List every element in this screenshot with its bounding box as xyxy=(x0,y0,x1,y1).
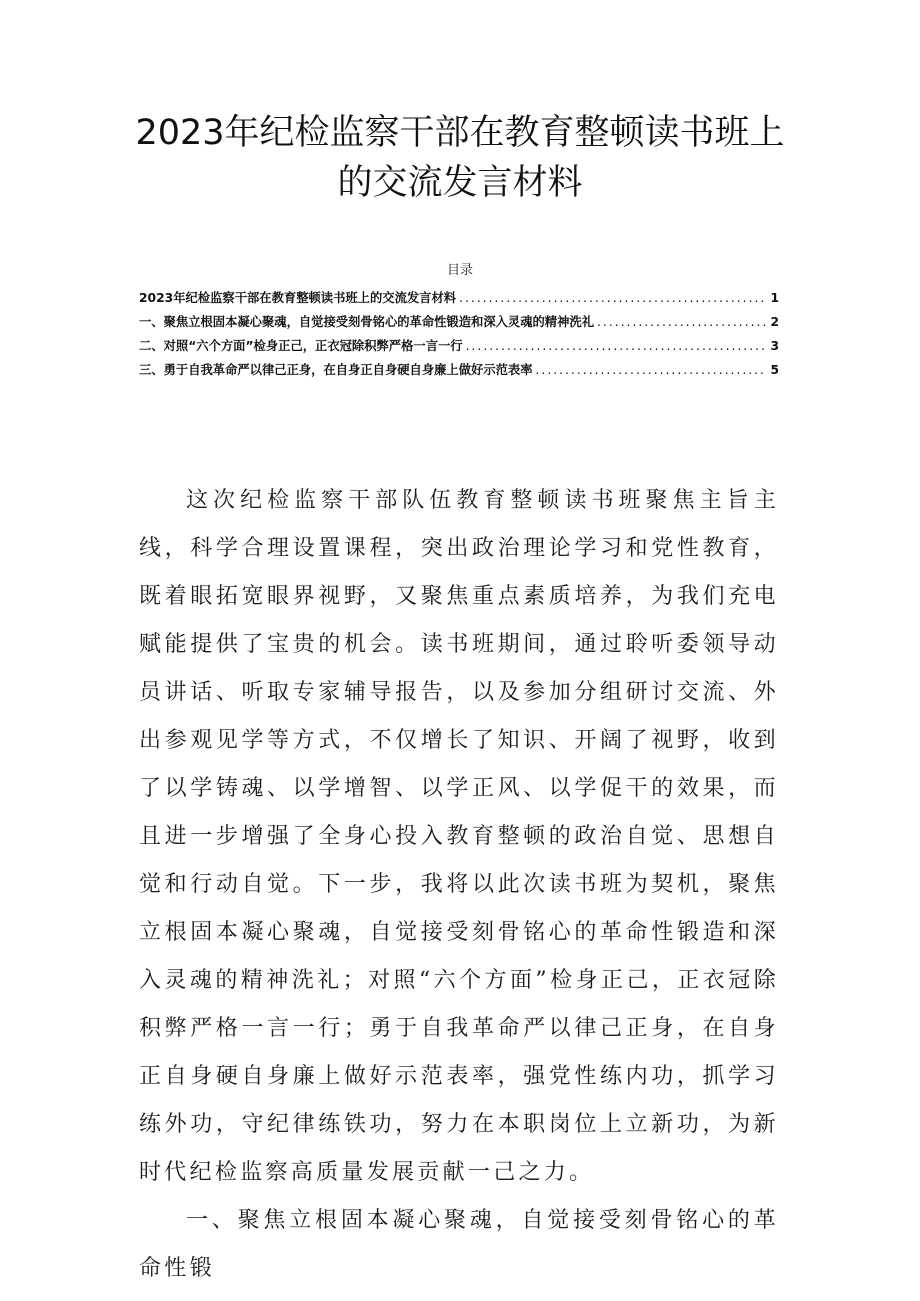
title-line-2: 的交流发言材料 xyxy=(337,163,583,203)
toc-page-number: 5 xyxy=(770,363,779,377)
table-of-contents xyxy=(139,286,779,382)
toc-entry-1[interactable] xyxy=(139,286,779,310)
toc-page-number: 3 xyxy=(770,339,779,353)
document-title xyxy=(0,108,920,208)
toc-page-number: 1 xyxy=(770,291,779,305)
toc-entry-text: 一、聚焦立根固本凝心聚魂，自觉接受刻骨铭心的革命性锻造和深入灵魂的精神洗礼 xyxy=(139,315,594,329)
toc-page-number: 2 xyxy=(770,315,779,329)
toc-heading: 目录 xyxy=(446,263,473,278)
toc-leader-dots xyxy=(536,358,768,382)
toc-entry-text: 三、勇于自我革命严以律己正身，在自身正自身硬自身廉上做好示范表率 xyxy=(139,363,533,377)
section-heading-1: 一、聚焦立根固本凝心聚魂，自觉接受刻骨铭心的革命性锻 xyxy=(139,1208,779,1281)
toc-entry-text: 二、对照“六个方面”检身正己，正衣冠除积弊严格一言一行 xyxy=(139,339,463,353)
body-paragraph-intro: 这次纪检监察干部队伍教育整顿读书班聚焦主旨主线，科学合理设置课程，突出政治理论学习和党性教育，既着眼拓宽眼界视野，又聚焦重点素质培养，为我们充电赋能提供了宝贵的机会。读书班期间，通过聆听委领导动员讲话、听取专家辅导报告，以及参加分组研讨交流、外出参观见学等方式，不仅增长了知识、开阔了视野，收到了以学铸魂、以学增智、以学正风、以学促干的效果，而且进一步增强了全身心投入教育整顿的政治自觉、思想自觉和行动自觉。下一步，我将以此次读书班为契机，聚焦立根固本凝心聚魂，自觉接受刻骨铭心的革命性锻造和深入灵魂的精神洗礼；对照“六个方面”检身正己，正衣冠除积弊严格一言一行；勇于自我革命严以律己正身，在自身正自身硬自身廉上做好示范表率，强党性练内功，抓学习练外功，守纪律练铁功，努力在本职岗位上立新功，为新时代纪检监察高质量发展贡献一己之力。 xyxy=(139,488,779,1185)
document-body xyxy=(139,477,779,1293)
toc-entry-text: 2023年纪检监察干部在教育整顿读书班上的交流发言材料 xyxy=(139,291,457,305)
toc-leader-dots xyxy=(597,310,767,334)
toc-entry-4[interactable] xyxy=(139,358,779,382)
toc-entry-3[interactable] xyxy=(139,334,779,358)
toc-leader-dots xyxy=(459,286,767,310)
toc-entry-2[interactable] xyxy=(139,310,779,334)
toc-leader-dots xyxy=(466,334,768,358)
title-line-1: 2023年纪检监察干部在教育整顿读书班上 xyxy=(135,113,785,153)
